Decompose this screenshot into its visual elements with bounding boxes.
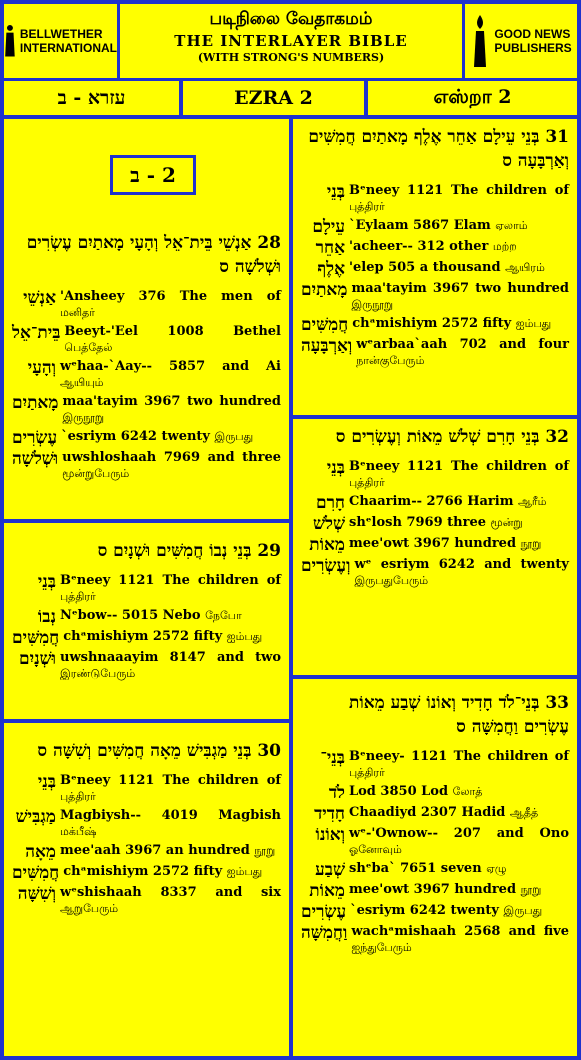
verse-heading: 31 בְּנֵי עֵילָם אַחֵר אֶלֶף מָאתַיִם חֲמִשִּׁים וְאַרְבָּעָה ס — [308, 127, 569, 171]
title-block — [120, 4, 462, 78]
word-row — [12, 808, 281, 840]
transliteration-gloss: uwshloshaah 7969 and three — [62, 450, 281, 465]
word-entry — [60, 843, 281, 859]
word-entry — [349, 239, 569, 255]
tamil-gloss: ஐம்பது — [226, 630, 263, 643]
hebrew-word: מָאתַיִם — [12, 393, 59, 413]
torch-icon — [470, 13, 490, 69]
transliteration-gloss: wᵉhaa-`Aay-- 5857 and Ai — [60, 359, 281, 374]
tamil-gloss: இருபது — [503, 904, 543, 917]
word-row — [301, 316, 569, 334]
tamil-gloss: புத்திரர் — [60, 790, 96, 803]
word-entry — [60, 359, 281, 391]
tamil-gloss: மக்பீஷ் — [60, 825, 97, 838]
word-list — [301, 459, 569, 589]
tamil-gloss: ஆறுபேரும் — [60, 902, 119, 915]
transliteration-gloss: chᵃmishiym 2572 fifty — [63, 629, 223, 644]
hebrew-word: לֹד — [328, 783, 345, 803]
word-row — [301, 882, 569, 900]
hebrew-word: בְּנֵי — [37, 572, 56, 592]
hebrew-word: חֲמִשִּׁים — [12, 863, 60, 883]
word-row — [301, 218, 569, 236]
transliteration-gloss: Bᵉneey 1121 The children of — [349, 459, 569, 474]
hebrew-word: חֲמִשִּׁים — [12, 628, 60, 648]
verse-32 — [293, 419, 577, 589]
verse-heading: 33 בְּנֵי־לֹד חָדִיד וְאוֹנוֹ שְׁבַע מֵאוֹת עֶשְׂרִים וַחֲמִשָּׁה ס — [348, 693, 569, 737]
verse-heading: 28 אַנְשֵׁי בֵּית־אֵל וְהָעָי מָאתַיִם עֶשְׂרִים וּשְׁלֹשָׁה ס — [26, 233, 281, 277]
word-entry — [352, 316, 569, 332]
title-tamil: படிநிலை வேதாகமம் — [209, 9, 373, 29]
tamil-gloss: மூன்று — [490, 516, 523, 529]
word-entry — [349, 494, 569, 510]
tamil-gloss: புத்திரர் — [349, 766, 385, 779]
tamil-gloss: ஐம்பது — [226, 865, 263, 878]
hebrew-word: אַנְשֵׁי — [23, 288, 56, 308]
word-entry — [349, 459, 569, 491]
transliteration-gloss: mee'aah 3967 an hundred — [60, 843, 250, 858]
tamil-gloss: நூறு — [254, 844, 276, 857]
transliteration-gloss: 'elep 505 a thousand — [349, 260, 501, 275]
word-entry — [351, 281, 569, 313]
transliteration-gloss: shᵉlosh 7969 three — [349, 515, 487, 530]
ref-hebrew: עזרא - ב — [4, 81, 179, 115]
word-list — [12, 573, 281, 682]
word-entry — [349, 749, 569, 781]
hebrew-word: אֶלֶף — [317, 259, 345, 279]
hebrew-word: בְּנֵי — [326, 458, 345, 478]
word-entry — [349, 218, 569, 234]
title-sub: (WITH STRONG'S NUMBERS) — [197, 51, 385, 64]
verse-33 — [293, 679, 577, 956]
tamil-gloss: நான்குபேரும் — [356, 354, 425, 367]
ref-tamil: எஸ்றா 2 — [368, 81, 577, 115]
tamil-gloss: ஏழு — [486, 862, 507, 875]
word-row — [301, 459, 569, 491]
word-list — [301, 749, 569, 956]
hebrew-word: וְהָעָי — [27, 358, 56, 378]
word-entry — [60, 608, 281, 624]
hebrew-word: מֵאוֹת — [309, 881, 345, 901]
word-row — [301, 337, 569, 369]
transliteration-gloss: Lod 3850 Lod — [349, 784, 449, 799]
tamil-gloss: ஆதீத் — [509, 806, 539, 819]
hebrew-word: וְעֶשְׂרִים — [301, 556, 351, 576]
tamil-gloss: புத்திரர் — [349, 200, 385, 213]
hebrew-word: עֵילָם — [312, 217, 345, 237]
word-entry — [349, 536, 569, 552]
hebrew-word: וְאַרְבָּעָה — [301, 336, 353, 356]
transliteration-gloss: `Eylaam 5867 Elam — [349, 218, 491, 233]
word-row — [12, 629, 281, 647]
tamil-gloss: ஓனோவும் — [349, 843, 402, 856]
tamil-gloss: மனிதர் — [60, 306, 95, 319]
transliteration-gloss: `esriym 6242 twenty — [350, 903, 499, 918]
transliteration-gloss: chᵃmishiym 2572 fifty — [63, 864, 223, 879]
hebrew-word: חָדִיד — [314, 804, 345, 824]
hebrew-word: מֵאָה — [25, 842, 56, 862]
word-row — [301, 924, 569, 956]
transliteration-gloss: chᵃmishiym 2572 fifty — [352, 316, 512, 331]
good-news-logo — [465, 4, 577, 78]
word-entry — [61, 429, 281, 445]
transliteration-gloss: Chaarim-- 2766 Harim — [349, 494, 514, 509]
verse-29-panel — [4, 523, 289, 719]
tamil-gloss: பெத்தேல் — [64, 341, 113, 354]
word-row — [301, 861, 569, 879]
tamil-gloss: இருநூறு — [62, 411, 105, 424]
bellwether-logo-text — [20, 27, 117, 55]
word-row — [12, 450, 281, 482]
word-entry — [351, 924, 569, 956]
word-row — [12, 885, 281, 917]
verse-31-panel — [293, 119, 577, 415]
word-entry — [349, 784, 569, 800]
transliteration-gloss: mee'owt 3967 hundred — [349, 882, 517, 897]
verse-heading: 30 בְּנֵי מַגְבִּישׁ מֵאָה חֲמִשִּׁים וְשִׁשָּׁה ס — [37, 741, 281, 761]
word-list — [12, 773, 281, 917]
logo-line-2: PUBLISHERS — [494, 41, 572, 55]
transliteration-gloss: shᵉba` 7651 seven — [349, 861, 482, 876]
hebrew-word: עֶשְׂרִים — [12, 428, 58, 448]
hebrew-word: מֵאוֹת — [309, 535, 345, 555]
logo-line-2: INTERNATIONAL — [19, 41, 117, 55]
word-entry — [349, 515, 569, 531]
word-row — [301, 281, 569, 313]
word-row — [301, 749, 569, 781]
good-news-logo-text — [494, 27, 571, 55]
verse-heading: 32 בְּנֵי חָרִם שְׁלֹשׁ מֵאוֹת וְעֶשְׂרִים ס — [335, 427, 569, 447]
tamil-gloss: ஆயியும் — [60, 376, 104, 389]
word-row — [12, 394, 281, 426]
word-row — [12, 289, 281, 321]
tamil-gloss: ஐந்துபேரும் — [351, 941, 412, 954]
transliteration-gloss: Bᵉneey 1121 The children of — [60, 573, 281, 588]
word-entry — [62, 394, 281, 426]
figure-icon — [4, 13, 16, 69]
word-row — [12, 324, 281, 356]
word-row — [301, 903, 569, 921]
word-row — [301, 826, 569, 858]
word-entry — [60, 650, 281, 682]
tamil-gloss: இருநூறு — [351, 298, 394, 311]
transliteration-gloss: mee'owt 3967 hundred — [349, 536, 517, 551]
tamil-gloss: நேபோ — [205, 609, 242, 622]
hebrew-word: וּשְׁנָיִם — [19, 649, 56, 669]
transliteration-gloss: wachᵃmishaah 2568 and five — [351, 924, 569, 939]
verse-30-panel — [4, 723, 289, 1056]
verse-33-panel — [293, 679, 577, 1056]
tamil-gloss: ஆரீம் — [518, 495, 547, 508]
word-entry — [349, 861, 569, 877]
word-row — [12, 359, 281, 391]
verse-32-panel — [293, 419, 577, 675]
transliteration-gloss: Bᵉneey 1121 The children of — [349, 183, 569, 198]
logo-line-1: BELLWETHER — [19, 27, 103, 41]
verse-31 — [293, 119, 577, 369]
hebrew-word: אַחֵר — [315, 238, 345, 258]
hebrew-word: עֶשְׂרִים — [301, 902, 347, 922]
hebrew-word: מַגְבִּישׁ — [15, 807, 56, 827]
word-entry — [349, 260, 569, 276]
word-entry — [354, 557, 569, 589]
tamil-gloss: இருபதுபேரும் — [354, 574, 429, 587]
word-row — [301, 183, 569, 215]
word-row — [301, 557, 569, 589]
transliteration-gloss: wᵉ esriym 6242 and twenty — [354, 557, 569, 572]
tamil-gloss: நூறு — [520, 537, 542, 550]
transliteration-gloss: 'Ansheey 376 The men of — [60, 289, 281, 304]
hebrew-word: וּשְׁלֹשָׁה — [12, 449, 59, 469]
hebrew-word: חָרִם — [315, 493, 345, 513]
transliteration-gloss: Beeyt-'Eel 1008 Bethel — [64, 324, 281, 339]
word-entry — [60, 885, 281, 917]
hebrew-word: וְאוֹנוֹ — [315, 825, 345, 845]
word-entry — [60, 808, 281, 840]
tamil-gloss: லோத் — [452, 785, 483, 798]
tamil-gloss: நூறு — [520, 883, 542, 896]
word-list — [12, 289, 281, 482]
tamil-gloss: புத்திரர் — [349, 476, 385, 489]
tamil-gloss: ஆயிரம் — [505, 261, 545, 274]
chapter-box: 2 - ב — [110, 155, 196, 195]
word-entry — [350, 903, 569, 919]
transliteration-gloss: Magbiysh-- 4019 Magbish — [60, 808, 281, 823]
hebrew-word: וְשִׁשָּׁה — [17, 884, 56, 904]
hebrew-word: בְּנֵי־ — [320, 748, 345, 768]
ref-english: EZRA 2 — [183, 81, 364, 115]
word-entry — [60, 773, 281, 805]
word-row — [301, 494, 569, 512]
transliteration-gloss: Bᵉneey- 1121 The children of — [349, 749, 569, 764]
hebrew-word: מָאתַיִם — [301, 280, 348, 300]
word-entry — [356, 337, 569, 369]
transliteration-gloss: uwshnaaayim 8147 and two — [60, 650, 281, 665]
word-list — [301, 183, 569, 369]
transliteration-gloss: Chaadiyd 2307 Hadid — [349, 805, 506, 820]
word-row — [12, 843, 281, 861]
word-row — [12, 650, 281, 682]
word-row — [301, 515, 569, 533]
verse-30 — [4, 723, 289, 917]
transliteration-gloss: wᵉshishaah 8337 and six — [60, 885, 281, 900]
word-entry — [64, 324, 281, 356]
word-row — [12, 864, 281, 882]
tamil-gloss: மற்ற — [492, 240, 517, 253]
word-row — [12, 773, 281, 805]
word-row — [12, 573, 281, 605]
hebrew-word: שְׁבַע — [315, 860, 345, 880]
word-row — [12, 608, 281, 626]
word-entry — [349, 805, 569, 821]
word-entry — [349, 183, 569, 215]
tamil-gloss: புத்திரர் — [60, 590, 96, 603]
hebrew-word: נְבוֹ — [37, 607, 56, 627]
word-entry — [63, 864, 281, 880]
transliteration-gloss: maa'tayim 3967 two hundred — [351, 281, 569, 296]
title-main: THE INTERLAYER BIBLE — [174, 32, 408, 50]
transliteration-gloss: 'acheer-- 312 other — [349, 239, 489, 254]
hebrew-word: חֲמִשִּׁים — [301, 315, 349, 335]
logo-line-1: GOOD NEWS — [494, 27, 571, 41]
word-row — [301, 805, 569, 823]
transliteration-gloss: wᵉarbaa`aah 702 and four — [356, 337, 569, 352]
hebrew-word: בְּנֵי — [37, 772, 56, 792]
tamil-gloss: ஏலாம் — [495, 219, 528, 232]
hebrew-word: בֵּית־אֵל — [12, 323, 61, 343]
hebrew-word: וַחֲמִשָּׁה — [301, 923, 348, 943]
word-entry — [62, 450, 281, 482]
word-row — [301, 260, 569, 278]
hebrew-word: בְּנֵי — [326, 182, 345, 202]
word-entry — [349, 882, 569, 898]
word-row — [12, 429, 281, 447]
word-entry — [60, 573, 281, 605]
word-row — [301, 239, 569, 257]
word-entry — [349, 826, 569, 858]
tamil-gloss: இரண்டுபேரும் — [60, 667, 136, 680]
word-row — [301, 784, 569, 802]
word-entry — [60, 289, 281, 321]
transliteration-gloss: wᵉ-'Ownow-- 207 and Ono — [349, 826, 569, 841]
transliteration-gloss: Bᵉneey 1121 The children of — [60, 773, 281, 788]
transliteration-gloss: `esriym 6242 twenty — [61, 429, 210, 444]
word-row — [301, 536, 569, 554]
transliteration-gloss: Nᵉbow-- 5015 Nebo — [60, 608, 201, 623]
word-entry — [63, 629, 281, 645]
verse-29 — [4, 523, 289, 682]
tamil-gloss: இருபது — [214, 430, 254, 443]
verse-28-panel — [4, 119, 289, 519]
tamil-gloss: மூன்றுபேரும் — [62, 467, 130, 480]
bellwether-logo — [4, 4, 117, 78]
verse-heading: 29 בְּנֵי נְבוֹ חֲמִשִּׁים וּשְׁנָיִם ס — [97, 541, 281, 561]
tamil-gloss: ஐம்பது — [515, 317, 552, 330]
transliteration-gloss: maa'tayim 3967 two hundred — [62, 394, 281, 409]
hebrew-word: שְׁלֹשׁ — [312, 514, 345, 534]
